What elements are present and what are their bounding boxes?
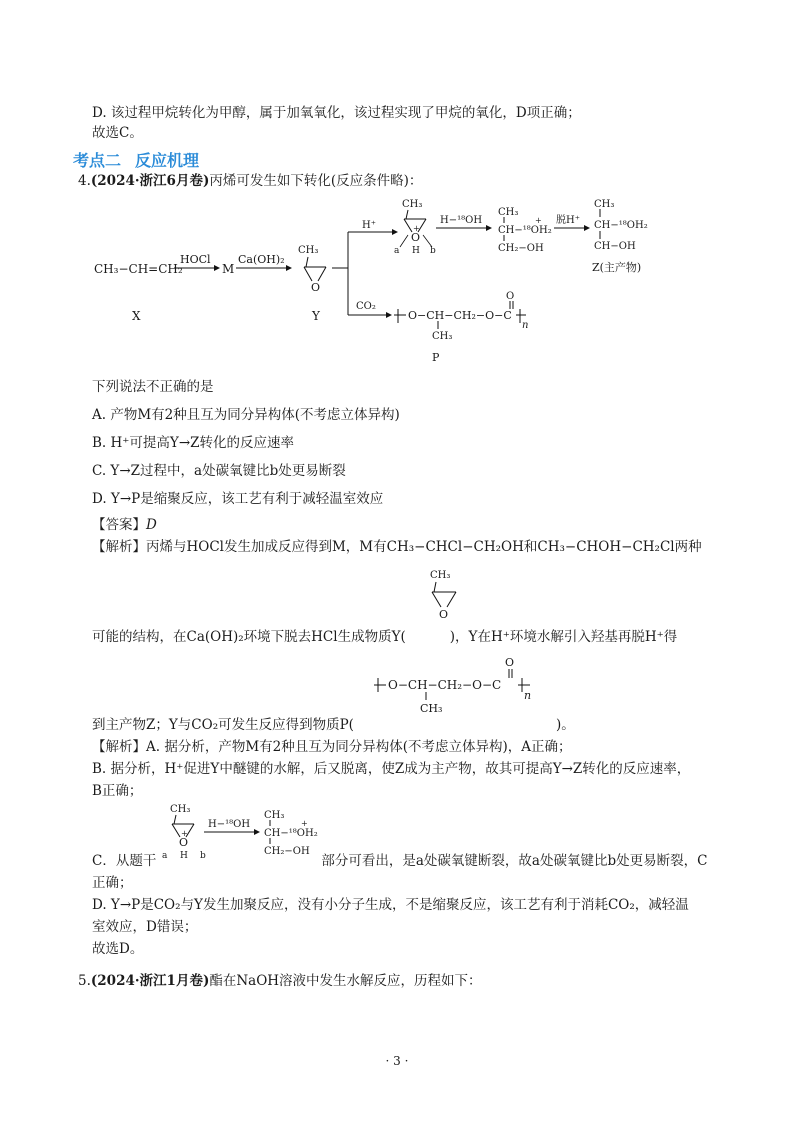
reaction-scheme	[80, 195, 648, 370]
inline-epoxide	[424, 566, 464, 628]
q4-option-a: A. 产物M有2种且互为同分异构体(不考虑立体异构)	[92, 407, 400, 423]
int1-oxygen: O	[411, 231, 421, 244]
y-ch3: CH₃	[298, 245, 319, 256]
section-heading	[73, 148, 213, 171]
analysis-text2b: )，Y在H⁺环境水解引入羟基再脱H⁺得	[449, 629, 678, 645]
answer-value: D	[146, 517, 157, 533]
z-ch: CH−¹⁸OH₂	[594, 220, 648, 231]
int1-plus: +	[413, 224, 420, 233]
answer-label: 【答案】	[92, 517, 146, 533]
q4-option-c: C. Y→Z过程中，a处碳氧键比b处更易断裂	[92, 463, 346, 479]
exp-d2: 室效应，D错误；	[92, 919, 198, 935]
analysis-text3a: 到主产物Z；Y与CO₂可发生反应得到物质P(	[92, 717, 354, 733]
int1-ch3: CH₃	[402, 199, 423, 210]
polymer-ch3: CH₃	[432, 331, 453, 342]
q4-option-b: B. H⁺可提高Y→Z转化的反应速率	[92, 435, 295, 451]
frag-int-plus: +	[301, 819, 308, 828]
int2-ch2: CH₂−OH	[498, 243, 544, 254]
int2-ch: CH−¹⁸OH₂	[498, 225, 552, 236]
analysis-label: 【解析】	[92, 539, 146, 555]
q4-answer-line	[92, 516, 157, 534]
analysis-text1: 丙烯与HOCl发生加成反应得到M，M有CH₃−CHCl−CH₂OH和CH₃−CHOH−CH₂Cl两种	[146, 539, 702, 555]
polymer-carbonyl-o: O	[506, 291, 515, 302]
bond	[406, 210, 408, 219]
bond	[447, 592, 456, 607]
q4-source: (2024·浙江6月卷)	[90, 173, 210, 189]
label-b: b	[430, 246, 436, 256]
arrow-head	[386, 312, 392, 318]
frag-b: b	[200, 851, 206, 861]
frag-h: H	[180, 851, 188, 861]
exp-a: 【解析】A. 据分析，产物M有2种且互为同分异构体(不考虑立体异构)，A正确；	[92, 739, 572, 755]
frag-int-ch: CH−¹⁸OH₂	[264, 828, 318, 839]
frag-a: a	[162, 851, 168, 861]
propene-formula: CH₃−CH=CH₂	[94, 262, 183, 276]
polymer-chain: O−CH−CH₂−O−C	[388, 678, 502, 692]
q5-source: (2024·浙江1月卷)	[90, 973, 210, 989]
m-label: M	[222, 262, 235, 276]
x-label: X	[132, 309, 141, 323]
q4-stem: 丙烯可发生如下转化(反应条件略)：	[209, 173, 423, 189]
q4-option-d: D. Y→P是缩聚反应，该工艺有利于减轻温室效应	[92, 491, 384, 507]
pointer-a	[400, 235, 408, 247]
exp-d1: D. Y→P是CO₂与Y发生加聚反应，没有小分子生成，不是缩聚反应，该工艺有利于消耗CO₂，减轻温	[92, 897, 689, 913]
polymer-n: n	[522, 320, 529, 331]
exp-b1: B. 据分析，H⁺促进Y中醚键的水解，后又脱离，使Z成为主产物，故其可提高Y→Z转化的反应速率，	[92, 761, 691, 777]
q4-number: 4.	[78, 173, 91, 189]
frag-int-ch3: CH₃	[264, 810, 285, 821]
q4-prompt: 下列说法不正确的是	[92, 379, 214, 395]
reagent-h-plus: H⁺	[362, 220, 376, 231]
reagent-h18oh: H−¹⁸OH	[440, 215, 483, 226]
pointer-b	[423, 235, 432, 247]
q5-stem-line	[78, 972, 482, 990]
bond	[432, 592, 441, 607]
exp-b2: B正确；	[92, 783, 143, 799]
y-oxygen: O	[311, 281, 321, 294]
section-label: 考点二	[73, 151, 122, 170]
z-label: Z(主产物)	[592, 261, 642, 274]
q5-number: 5.	[78, 973, 91, 989]
arrow-head	[254, 829, 260, 835]
exp-c1a: C．从题干	[92, 853, 157, 869]
frag-o: O	[179, 836, 189, 849]
epoxide-ch3: CH₃	[430, 570, 451, 581]
bond	[174, 815, 176, 824]
choose-d: 故选D。	[92, 941, 144, 957]
label-a: a	[394, 246, 400, 256]
q5-stem: 酯在NaOH溶液中发生水解反应，历程如下：	[209, 973, 482, 989]
arrow-head	[286, 265, 292, 271]
analysis-text3b: )。	[555, 717, 575, 733]
reagent-deh: 脱H⁺	[556, 215, 580, 226]
arrow-head	[486, 225, 492, 231]
q4-analysis-line3	[92, 716, 575, 734]
polymer-ch3: CH₃	[420, 702, 443, 715]
z-ch3: CH₃	[594, 199, 615, 210]
frag-ch3: CH₃	[170, 804, 191, 815]
polymer-chain: O−CH−CH₂−O−C	[408, 309, 512, 322]
polymer-carbonyl-o: O	[505, 656, 515, 669]
q4-analysis-line1	[92, 538, 702, 556]
arrow-head	[584, 225, 590, 231]
q4-analysis-line2	[92, 628, 677, 646]
inline-polymer	[374, 652, 574, 722]
reagent-hocl: HOCl	[180, 253, 211, 266]
page-number: · 3 ·	[385, 1054, 409, 1068]
reagent-co2: CO₂	[356, 301, 376, 312]
frag-int-ch2: CH₂−OH	[264, 846, 310, 857]
frag-reagent: H−¹⁸OH	[208, 819, 251, 830]
bond	[318, 267, 326, 281]
bond	[304, 267, 312, 281]
bond	[434, 582, 436, 592]
int2-ch3: CH₃	[498, 207, 519, 218]
p-label: P	[432, 351, 440, 364]
analysis-text2a: 可能的结构，在Ca(OH)₂环境下脱去HCl生成物质Y(	[92, 629, 406, 645]
q4-stem-line	[78, 172, 422, 190]
epoxide-o: O	[439, 608, 449, 621]
bond	[306, 257, 308, 267]
arrow-head	[392, 229, 398, 235]
z-ch2: CH−OH	[594, 241, 636, 252]
int2-plus: +	[535, 216, 542, 225]
exp-c1b: 部分可看出，是a处碳氧键断裂，故a处碳氧键比b处更易断裂，C	[321, 853, 708, 869]
exp-c1	[92, 852, 707, 870]
prev-option-d: D. 该过程甲烷转化为甲醇，属于加氧氧化，该过程实现了甲烷的氧化，D项正确；	[92, 105, 581, 121]
arrow-head	[214, 265, 220, 271]
int1-h: H	[412, 246, 420, 256]
exp-c2: 正确；	[92, 875, 133, 891]
section-title: 反应机理	[135, 151, 200, 170]
frag-plus: +	[181, 829, 188, 838]
reagent-caoh2: Ca(OH)₂	[238, 253, 285, 266]
y-label: Y	[312, 309, 320, 323]
prev-choose: 故选C。	[92, 125, 143, 141]
polymer-n: n	[524, 689, 532, 702]
